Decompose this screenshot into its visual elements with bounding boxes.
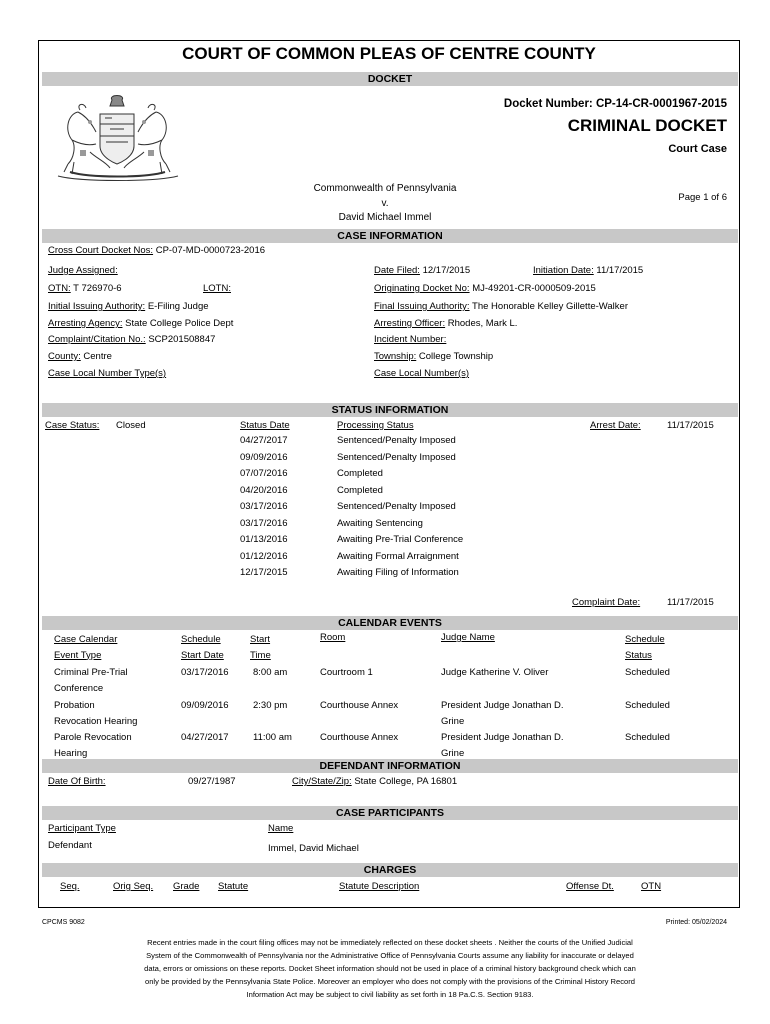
originating-docket-label: Originating Docket No: bbox=[374, 283, 470, 294]
start-date-header-line1: Schedule bbox=[181, 634, 221, 645]
docket-bar: DOCKET bbox=[42, 72, 738, 86]
event-type-header-line1: Case Calendar bbox=[54, 634, 118, 645]
charges-bar: CHARGES bbox=[42, 863, 738, 877]
processing-status: Completed bbox=[337, 468, 383, 479]
processing-status: Sentenced/Penalty Imposed bbox=[337, 435, 456, 446]
page-title: COURT OF COMMON PLEAS OF CENTRE COUNTY bbox=[182, 44, 596, 63]
case-status-label: Case Status: bbox=[45, 420, 100, 431]
status-date: 09/09/2016 bbox=[240, 451, 288, 463]
otn-value: T 726970-6 bbox=[73, 283, 122, 294]
arresting-officer-label: Arresting Officer: bbox=[374, 318, 446, 329]
room-header: Room bbox=[320, 632, 346, 643]
date-filed-value: 12/17/2015 bbox=[422, 265, 471, 276]
schedule-status-header-line1: Schedule bbox=[625, 634, 665, 645]
case-status-value: Closed bbox=[116, 420, 146, 431]
processing-status: Awaiting Pre-Trial Conference bbox=[337, 534, 464, 545]
cross-court-value: CP-07-MD-0000723-2016 bbox=[155, 245, 266, 256]
event-type-header-line2: Event Type bbox=[54, 649, 102, 661]
initial-issuing-authority-label: Initial Issuing Authority: bbox=[48, 301, 146, 312]
calendar-judge-line1: President Judge Jonathan D. bbox=[441, 732, 564, 743]
county-value: Centre bbox=[83, 351, 112, 362]
caption-defendant: David Michael Immel bbox=[338, 212, 432, 223]
calendar-type bbox=[54, 665, 128, 697]
status-date: 01/12/2016 bbox=[240, 550, 288, 562]
complaint-citation bbox=[48, 334, 215, 345]
start-date-header bbox=[181, 632, 224, 663]
calendar-type-line2: Conference bbox=[54, 683, 104, 694]
caption-versus: v. bbox=[381, 197, 389, 209]
processing-status-header: Processing Status bbox=[337, 420, 414, 431]
township bbox=[374, 351, 493, 362]
complaint-citation-value: SCP201508847 bbox=[148, 334, 216, 345]
calendar-status: Scheduled bbox=[625, 699, 670, 711]
calendar-room: Courthouse Annex bbox=[320, 699, 399, 711]
charges-description-header: Statute Description bbox=[339, 881, 420, 892]
calendar-judge-line1: President Judge Jonathan D. bbox=[441, 699, 564, 711]
participant-type-header: Participant Type bbox=[48, 823, 116, 834]
final-issuing-authority-label: Final Issuing Authority: bbox=[374, 301, 470, 312]
case-local-number: Case Local Number(s) bbox=[374, 368, 470, 379]
complaint-date-label: Complaint Date: bbox=[572, 597, 641, 608]
pennsylvania-coat-of-arms-icon bbox=[50, 92, 185, 182]
charges-orig-seq-header: Orig Seq. bbox=[113, 881, 154, 892]
calendar-status: Scheduled bbox=[625, 732, 670, 743]
judge-assigned bbox=[48, 265, 118, 276]
calendar-type-line2: Hearing bbox=[54, 748, 88, 759]
calendar-time: 2:30 pm bbox=[253, 699, 288, 711]
calendar-room: Courthouse Annex bbox=[320, 732, 399, 743]
start-time-header-line2: Time bbox=[250, 649, 271, 661]
disclaimer-line1: Recent entries made in the court filing offices may not be immediately reflected on these docket sheets . Neither the courts of the Unified Judicial bbox=[147, 938, 633, 947]
city-state-zip bbox=[292, 776, 457, 787]
dob-value: 09/27/1987 bbox=[188, 776, 236, 787]
initiation-date-value: 11/17/2015 bbox=[596, 265, 644, 276]
status-date-header: Status Date bbox=[240, 420, 290, 431]
charges-statute-header: Statute bbox=[218, 881, 249, 892]
calendar-type bbox=[54, 730, 132, 762]
final-issuing-authority-value: The Honorable Kelley Gillette-Walker bbox=[472, 301, 628, 312]
docket-number: Docket Number: CP-14-CR-0001967-2015 bbox=[503, 98, 727, 110]
city-state-zip-value: State College, PA 16801 bbox=[354, 776, 458, 787]
otn-label: OTN: bbox=[48, 283, 71, 294]
initial-issuing-authority bbox=[48, 301, 209, 312]
calendar-type bbox=[54, 698, 137, 730]
participant-name-value: Immel, David Michael bbox=[268, 843, 359, 854]
disclaimer-line5: Information Act may be subject to civil liability as set forth in 18 Pa.C.S. Section 9183. bbox=[246, 990, 534, 999]
township-label: Township: bbox=[374, 351, 417, 362]
calendar-judge bbox=[441, 665, 548, 681]
county bbox=[48, 351, 112, 362]
charges-grade-header: Grade bbox=[173, 881, 200, 892]
participant-type-value: Defendant bbox=[48, 840, 92, 851]
originating-docket bbox=[374, 283, 596, 294]
judge-assigned-label: Judge Assigned: bbox=[48, 265, 118, 276]
case-participants-bar: CASE PARTICIPANTS bbox=[42, 806, 738, 820]
arresting-agency-label: Arresting Agency: bbox=[48, 318, 123, 329]
disclaimer-line2: System of the Commonwealth of Pennsylvania nor the Administrative Office of Pennsylvania Courts assume any liability for inaccurate or delayed bbox=[146, 951, 634, 960]
initiation-date bbox=[533, 265, 643, 276]
calendar-type-line2: Revocation Hearing bbox=[54, 715, 138, 727]
start-time-header bbox=[250, 632, 271, 663]
calendar-type-line1: Criminal Pre-Trial bbox=[54, 667, 128, 678]
arrest-date-value: 11/17/2015 bbox=[667, 420, 714, 431]
calendar-room: Courtroom 1 bbox=[320, 667, 373, 678]
charges-seq-header: Seq. bbox=[60, 881, 80, 892]
complaint-citation-label: Complaint/Citation No.: bbox=[48, 334, 146, 345]
calendar-judge-line1: Judge Katherine V. Oliver bbox=[441, 667, 549, 678]
county-label: County: bbox=[48, 351, 81, 362]
date-filed bbox=[374, 265, 470, 276]
arresting-agency-value: State College Police Dept bbox=[125, 318, 234, 329]
charges-offense-date-header: Offense Dt. bbox=[566, 881, 614, 892]
originating-docket-value: MJ-49201-CR-0000509-2015 bbox=[472, 283, 596, 294]
charges-otn-header: OTN bbox=[641, 881, 662, 892]
calendar-time: 11:00 am bbox=[253, 732, 292, 743]
cross-court-row bbox=[48, 245, 265, 256]
case-local-number-type: Case Local Number Type(s) bbox=[48, 368, 167, 379]
arrest-date-label: Arrest Date: bbox=[590, 420, 641, 431]
judge-name-header: Judge Name bbox=[441, 632, 495, 643]
calendar-judge-line2: Grine bbox=[441, 748, 465, 759]
disclaimer-line4: only be provided by the Pennsylvania State Police. Moreover an employer who does not comply with the provisions of the Criminal History Record bbox=[144, 977, 636, 986]
start-date-header-line2: Start Date bbox=[181, 649, 224, 661]
status-information-bar: STATUS INFORMATION bbox=[42, 403, 738, 417]
calendar-time: 8:00 am bbox=[253, 667, 288, 678]
calendar-events-bar: CALENDAR EVENTS bbox=[42, 616, 738, 630]
calendar-type-line1: Probation bbox=[54, 699, 95, 711]
status-date: 04/27/2017 bbox=[240, 435, 288, 446]
defendant-information-bar: DEFENDANT INFORMATION bbox=[42, 759, 738, 773]
lotn-label: LOTN: bbox=[203, 283, 231, 294]
schedule-status-header-line2: Status bbox=[625, 649, 652, 661]
date-filed-label: Date Filed: bbox=[374, 265, 420, 276]
status-date: 07/07/2016 bbox=[240, 468, 288, 479]
calendar-judge bbox=[441, 730, 564, 762]
processing-status: Sentenced/Penalty Imposed bbox=[337, 501, 456, 512]
status-date: 03/17/2016 bbox=[240, 517, 288, 529]
incident-number-label: Incident Number: bbox=[374, 334, 447, 345]
lotn bbox=[203, 283, 231, 294]
calendar-date: 09/09/2016 bbox=[181, 699, 229, 711]
status-date: 12/17/2015 bbox=[240, 567, 288, 578]
court-case-label: Court Case bbox=[668, 143, 727, 155]
arresting-officer-value: Rhodes, Mark L. bbox=[447, 318, 518, 329]
calendar-date: 03/17/2016 bbox=[181, 667, 229, 678]
initial-issuing-authority-value: E-Filing Judge bbox=[147, 301, 209, 312]
complaint-date-value: 11/17/2015 bbox=[667, 597, 714, 608]
page-number: Page 1 of 6 bbox=[678, 192, 727, 203]
processing-status: Completed bbox=[337, 484, 383, 496]
incident-number bbox=[374, 334, 446, 345]
status-date: 04/20/2016 bbox=[240, 484, 288, 496]
processing-status: Awaiting Filing of Information bbox=[337, 567, 459, 578]
status-date: 01/13/2016 bbox=[240, 534, 288, 545]
case-information-bar: CASE INFORMATION bbox=[42, 229, 738, 243]
otn bbox=[48, 283, 122, 294]
printed-date: Printed: 05/02/2024 bbox=[665, 919, 727, 926]
participant-name-header: Name bbox=[268, 823, 294, 834]
schedule-status-header bbox=[625, 632, 665, 663]
township-value: College Township bbox=[418, 351, 494, 362]
cross-court-label: Cross Court Docket Nos: bbox=[48, 245, 154, 256]
arresting-officer bbox=[374, 318, 517, 329]
calendar-judge-line2: Grine bbox=[441, 715, 465, 727]
calendar-date: 04/27/2017 bbox=[181, 732, 229, 743]
arresting-agency bbox=[48, 318, 233, 329]
start-time-header-line1: Start bbox=[250, 634, 271, 645]
form-id: CPCMS 9082 bbox=[42, 919, 85, 926]
processing-status: Awaiting Formal Arraignment bbox=[337, 550, 459, 562]
event-type-header bbox=[54, 632, 117, 663]
final-issuing-authority bbox=[374, 301, 628, 312]
dob-label: Date Of Birth: bbox=[48, 776, 106, 787]
calendar-type-line1: Parole Revocation bbox=[54, 732, 132, 743]
status-date: 03/17/2016 bbox=[240, 501, 288, 512]
caption-plaintiff: Commonwealth of Pennsylvania bbox=[313, 183, 457, 194]
disclaimer bbox=[70, 936, 710, 1001]
calendar-status: Scheduled bbox=[625, 667, 670, 678]
case-caption bbox=[270, 182, 500, 226]
calendar-judge bbox=[441, 698, 564, 730]
case-status bbox=[45, 420, 146, 431]
disclaimer-line3: data, errors or omissions on these reports. Docket Sheet information should not be used in place of a criminal history background check which can bbox=[144, 964, 636, 973]
initiation-date-label: Initiation Date: bbox=[533, 265, 594, 276]
processing-status: Awaiting Sentencing bbox=[337, 517, 423, 529]
criminal-docket-heading: CRIMINAL DOCKET bbox=[567, 116, 727, 135]
processing-status: Sentenced/Penalty Imposed bbox=[337, 451, 456, 463]
city-state-zip-label: City/State/Zip: bbox=[292, 776, 352, 787]
